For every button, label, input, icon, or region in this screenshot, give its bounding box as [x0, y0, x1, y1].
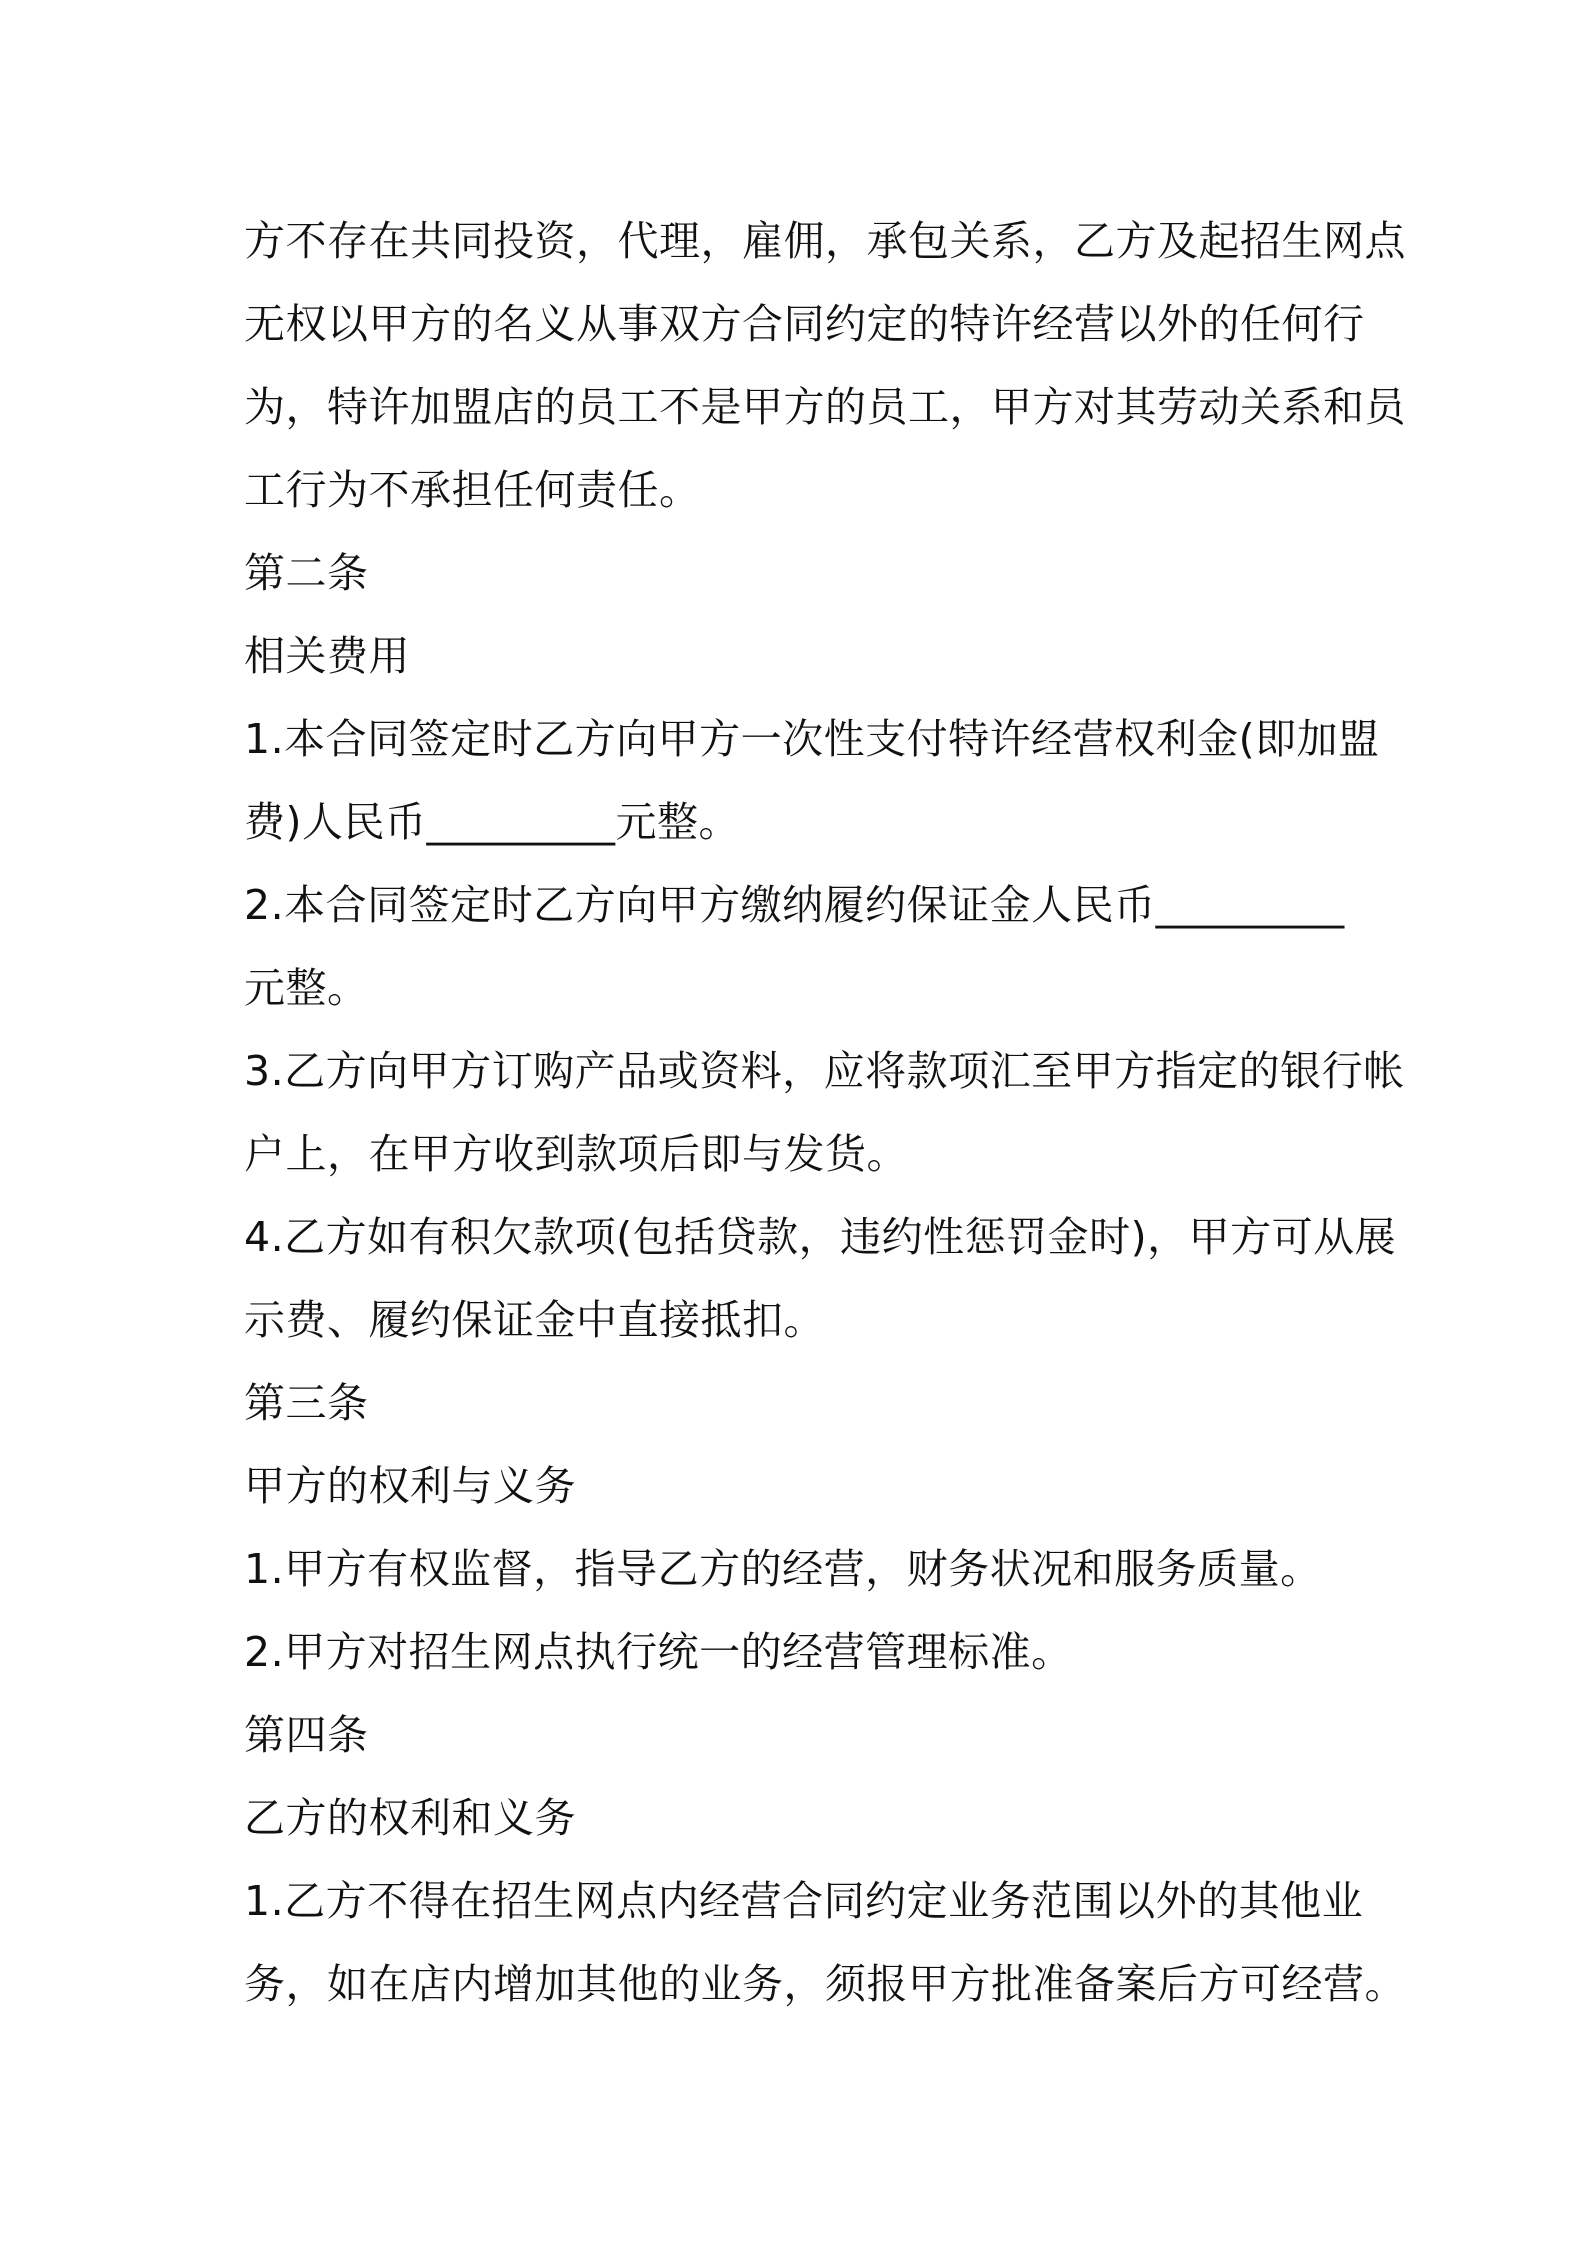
section-heading: 第四条: [244, 1711, 369, 1759]
section-heading: 第二条: [244, 549, 369, 597]
text-line: 无权以甲方的名义从事双方合同约定的特许经营以外的任何行: [244, 300, 1365, 348]
text-line: 为，特许加盟店的员工不是甲方的员工，甲方对其劳动关系和员: [244, 383, 1406, 431]
text-line: 1.乙方不得在招生网点内经营合同约定业务范围以外的其他业: [244, 1877, 1364, 1925]
text-line: 务，如在店内增加其他的业务，须报甲方批准备案后方可经营。: [244, 1960, 1406, 2008]
text-line: 2.本合同签定时乙方向甲方缴纳履约保证金人民币_________: [244, 881, 1345, 929]
text-line: 示费、履约保证金中直接抵扣。: [244, 1296, 825, 1344]
text-line: 3.乙方向甲方订购产品或资料，应将款项汇至甲方指定的银行帐: [244, 1047, 1405, 1095]
text-line: 1.甲方有权监督，指导乙方的经营，财务状况和服务质量。: [244, 1545, 1322, 1593]
section-title: 乙方的权利和义务: [244, 1794, 576, 1842]
section-title: 相关费用: [244, 632, 410, 680]
contract-text: [244, 200, 1406, 2026]
text-line: 户上，在甲方收到款项后即与发货。: [244, 1130, 908, 1178]
text-line: 2.甲方对招生网点执行统一的经营管理标准。: [244, 1628, 1073, 1676]
text-line: 1.本合同签定时乙方向甲方一次性支付特许经营权利金(即加盟: [244, 715, 1380, 763]
text-line: 工行为不承担任何责任。: [244, 466, 701, 514]
text-line: 方不存在共同投资，代理，雇佣，承包关系，乙方及起招生网点: [244, 217, 1406, 265]
text-line: 4.乙方如有积欠款项(包括贷款，违约性惩罚金时)，甲方可从展: [244, 1213, 1397, 1261]
section-heading: 第三条: [244, 1379, 369, 1427]
text-line: 元整。: [244, 964, 369, 1012]
text-line: 费)人民币_________元整。: [244, 798, 740, 846]
section-title: 甲方的权利与义务: [244, 1462, 576, 1510]
